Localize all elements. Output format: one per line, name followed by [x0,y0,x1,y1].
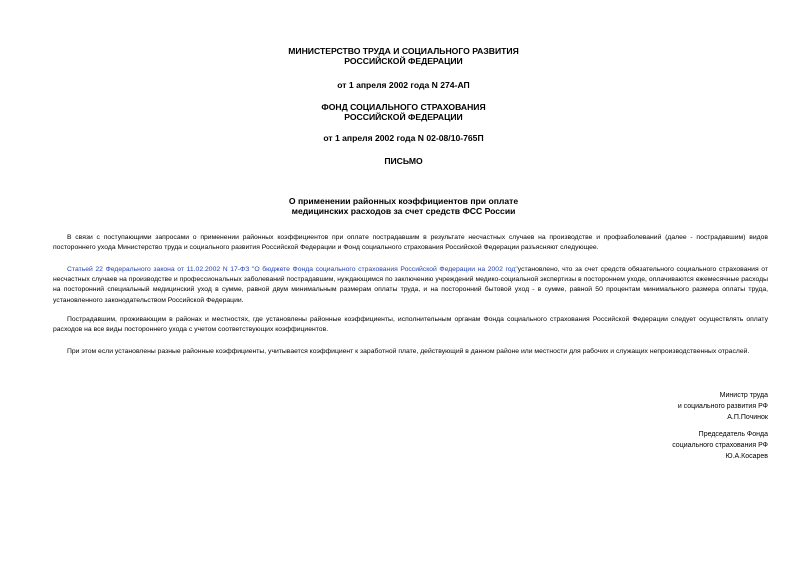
ministry-title [0,46,807,66]
chair-title-line1: Председатель Фонда [698,431,768,438]
minister-title-line2: и социального развития РФ [677,403,768,410]
body-paragraph-2-text: установлено, что за счет средств обязательного социального страхования от несчастных случаев на производстве и профессиональных заболеваний пострадавшим, нуждающимся по заключению учреждений медико-социальной экспертизы в постороннем уходе, оплачиваются ежемесячные расходы на посторонний специальный медицинский уход в сумме, равной двум минимальным размерам оплаты труда, и на посторонний бытовой уход - в сумме, равной 50 процентам минимального размера оплаты труда, установленного законодательством Российской Федерации. [53,266,768,304]
body-paragraph-3: Пострадавшим, проживающим в районах и местностях, где установлены районные коэффициенты, исполнительным органам Фонда социального страхования Российской Федерации следует осуществлять оплату расходов на все виды постороннего ухода с учетом соответствующих коэффициентов. [53,316,768,334]
fund-title-line1: ФОНД СОЦИАЛЬНОГО СТРАХОВАНИЯ [321,102,486,112]
fund-date: от 1 апреля 2002 года N 02-08/10-765П [323,133,484,143]
chair-signature [468,429,768,462]
subject-line2: медицинских расходов за счет средств ФСС России [291,206,516,216]
document-subject [0,196,807,216]
document-type: ПИСЬМО [384,156,423,166]
body-paragraph-2 [53,265,768,306]
body-paragraph-1: В связи с поступающими запросами о применении районных коэффициентов при оплате пострадавшим в результате несчастных случаев на производстве и профзаболеваний (далее - пострадавшим) видов постороннего ухода Министерство труда и социального развития Российской Федерации и Фонд социального страхования Российской Федерации разъясняют следующее. [53,234,768,252]
body-paragraph-4: При этом если установлены разные районные коэффициенты, учитывается коэффициент к заработной плате, действующий в данном районе или местности для рабочих и служащих непроизводственных отраслей. [67,348,750,355]
ministry-date: от 1 апреля 2002 года N 274-АП [337,80,470,90]
law-article-link[interactable]: Статьей 22 Федерального закона от 11.02.2002 N 17-ФЗ "О бюджете Фонда социального страхования Российской Федерации на 2002 год" [67,266,518,273]
ministry-title-line1: МИНИСТЕРСТВО ТРУДА И СОЦИАЛЬНОГО РАЗВИТИЯ [288,46,519,56]
chair-name: Ю.А.Косарев [725,453,768,460]
minister-signature [468,390,768,423]
minister-name: А.П.Починок [727,414,768,421]
subject-line1: О применении районных коэффициентов при оплате [288,196,519,206]
fund-title-line2: РОССИЙСКОЙ ФЕДЕРАЦИИ [344,112,463,122]
minister-title-line1: Министр труда [719,392,768,399]
chair-title-line2: социального страхования РФ [672,442,768,449]
fund-title [0,102,807,122]
ministry-title-line2: РОССИЙСКОЙ ФЕДЕРАЦИИ [344,56,463,66]
